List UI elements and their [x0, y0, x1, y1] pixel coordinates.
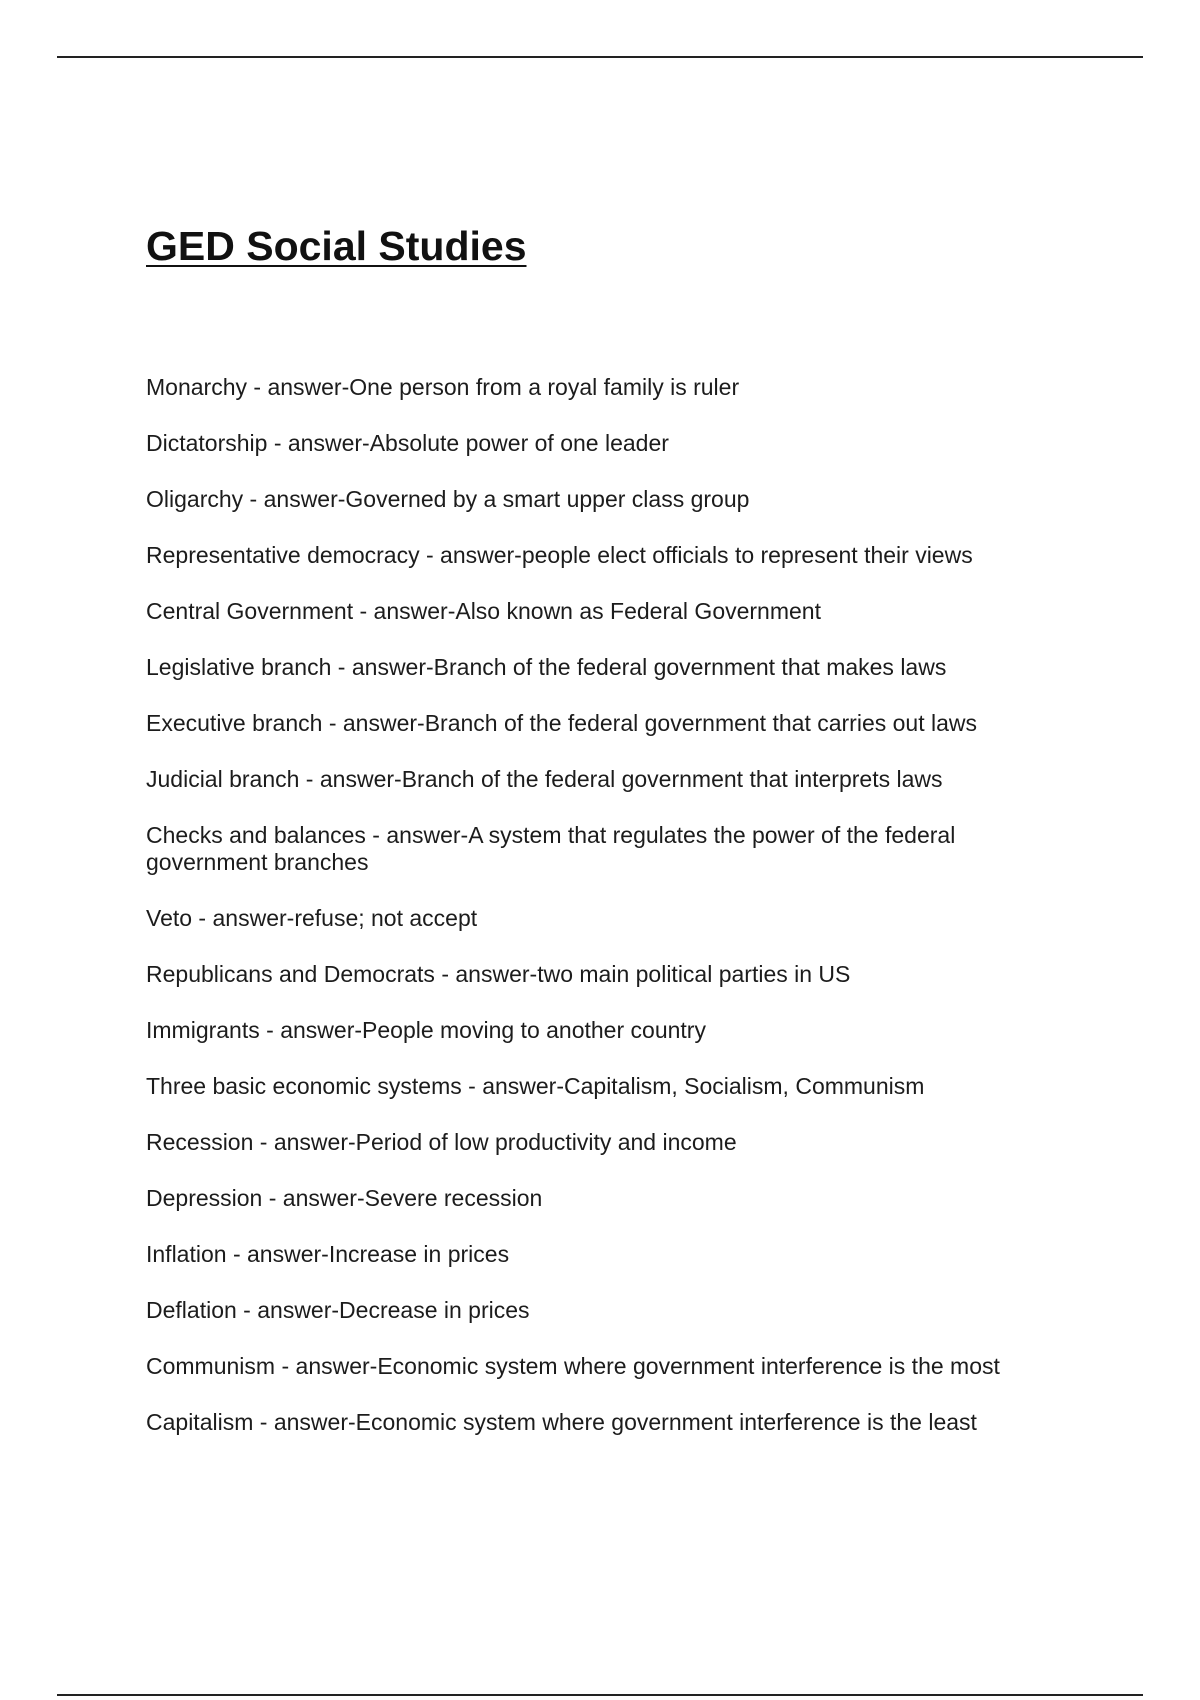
- entry-term: Judicial branch: [146, 766, 300, 792]
- entry-answer: People moving to another country: [362, 1017, 706, 1043]
- flashcard-entry: [146, 1241, 1066, 1268]
- entry-term: Deflation: [146, 1297, 237, 1323]
- entry-answer-label: answer-: [273, 1409, 356, 1435]
- entry-answer: people elect officials to represent their views: [521, 542, 973, 568]
- entry-answer: Period of low productivity and income: [355, 1129, 737, 1155]
- entry-term: Capitalism: [146, 1409, 254, 1435]
- entry-separator: [420, 542, 440, 568]
- entry-answer-label: answer-: [273, 1129, 356, 1155]
- flashcard-entry: [146, 1409, 1066, 1436]
- entry-separator: [275, 1353, 295, 1379]
- entry-answer-label: answer-: [386, 822, 469, 848]
- entry-answer: Absolute power of one leader: [369, 430, 669, 456]
- entry-answer: Branch of the federal government that makes laws: [433, 654, 947, 680]
- entry-answer: Increase in prices: [328, 1241, 510, 1267]
- entry-term: Representative democracy: [146, 542, 420, 568]
- entry-separator: [366, 822, 386, 848]
- entry-answer: Economic system where government interference is the least: [355, 1409, 977, 1435]
- entry-term: Legislative branch: [146, 654, 332, 680]
- entry-answer-label: answer-: [373, 598, 456, 624]
- flashcard-entry: [146, 905, 1066, 932]
- entry-answer-label: answer-: [263, 486, 346, 512]
- entry-answer: Also known as Federal Government: [455, 598, 821, 624]
- flashcard-entry: [146, 598, 1066, 625]
- entry-separator: [227, 1241, 247, 1267]
- entry-separator: [260, 1017, 280, 1043]
- entry-term: Recession: [146, 1129, 254, 1155]
- entry-answer: One person from a royal family is ruler: [349, 374, 740, 400]
- flashcard-entry: [146, 1297, 1066, 1324]
- entry-answer: refuse; not accept: [294, 905, 478, 931]
- entry-answer-label: answer-: [319, 766, 402, 792]
- entry-answer-label: answer-: [351, 654, 434, 680]
- entry-separator: [331, 654, 351, 680]
- header-rule: [57, 56, 1143, 58]
- flashcard-entry: [146, 766, 1066, 793]
- flashcard-entry: [146, 1017, 1066, 1044]
- entry-term: Depression: [146, 1185, 263, 1211]
- flashcard-entry: [146, 961, 1066, 988]
- entry-separator: [299, 766, 319, 792]
- flashcard-entry: [146, 486, 1066, 513]
- entry-answer: Branch of the federal government that interprets laws: [401, 766, 943, 792]
- entry-separator: [253, 1409, 273, 1435]
- entry-answer-label: answer-: [280, 1017, 363, 1043]
- flashcard-entry: [146, 654, 1066, 681]
- flashcard-entry: [146, 710, 1066, 737]
- entry-separator: [192, 905, 212, 931]
- entry-term: Veto: [146, 905, 193, 931]
- entry-term: Central Government: [146, 598, 354, 624]
- entry-answer-label: answer-: [247, 1241, 329, 1267]
- entry-answer: Severe recession: [364, 1185, 543, 1211]
- flashcard-entry: [146, 1185, 1066, 1212]
- entry-answer: Capitalism, Socialism, Communism: [564, 1073, 925, 1099]
- entry-term: Dictatorship: [146, 430, 268, 456]
- entry-term: Inflation: [146, 1241, 227, 1267]
- entry-answer-label: answer-: [257, 1297, 340, 1323]
- entry-answer-label: answer-: [212, 905, 295, 931]
- entry-term: Oligarchy: [146, 486, 244, 512]
- entry-answer: Decrease in prices: [339, 1297, 530, 1323]
- flashcard-list: [146, 374, 1066, 1465]
- flashcard-entry: [146, 1353, 1066, 1380]
- entry-answer-label: answer-: [342, 710, 425, 736]
- entry-term: Immigrants: [146, 1017, 260, 1043]
- entry-answer: Branch of the federal government that carries out laws: [424, 710, 977, 736]
- entry-answer-label: answer-: [295, 1353, 378, 1379]
- entry-separator: [247, 374, 267, 400]
- entry-term: Checks and balances: [146, 822, 366, 848]
- entry-term: Monarchy: [146, 374, 247, 400]
- entry-separator: [435, 961, 455, 987]
- entry-answer-label: answer-: [282, 1185, 365, 1211]
- flashcard-entry: [146, 374, 1066, 401]
- flashcard-entry: [146, 542, 1066, 569]
- entry-term: Executive branch: [146, 710, 323, 736]
- entry-answer-label: answer-: [267, 374, 350, 400]
- entry-separator: [243, 486, 263, 512]
- entry-answer-label: answer-: [455, 961, 538, 987]
- entry-separator: [462, 1073, 482, 1099]
- entry-answer: A system that regulates the power of the federal government branches: [146, 822, 956, 875]
- flashcard-entry: [146, 1073, 1066, 1100]
- entry-answer-label: answer-: [287, 430, 370, 456]
- entry-answer: two main political parties in US: [537, 961, 851, 987]
- entry-separator: [253, 1129, 273, 1155]
- entry-term: Three basic economic systems: [146, 1073, 462, 1099]
- entry-term: Communism: [146, 1353, 276, 1379]
- flashcard-entry: [146, 430, 1066, 457]
- entry-answer-label: answer-: [482, 1073, 564, 1099]
- entry-answer-label: answer-: [440, 542, 522, 568]
- entry-answer: Governed by a smart upper class group: [345, 486, 750, 512]
- flashcard-entry: [146, 822, 1066, 876]
- entry-separator: [237, 1297, 257, 1323]
- flashcard-entry: [146, 1129, 1066, 1156]
- entry-term: Republicans and Democrats: [146, 961, 435, 987]
- entry-answer: Economic system where government interference is the most: [377, 1353, 1000, 1379]
- entry-separator: [267, 430, 287, 456]
- entry-separator: [322, 710, 342, 736]
- entry-separator: [353, 598, 373, 624]
- entry-separator: [262, 1185, 282, 1211]
- footer-rule: [57, 1694, 1143, 1696]
- page-title: GED Social Studies: [146, 223, 527, 269]
